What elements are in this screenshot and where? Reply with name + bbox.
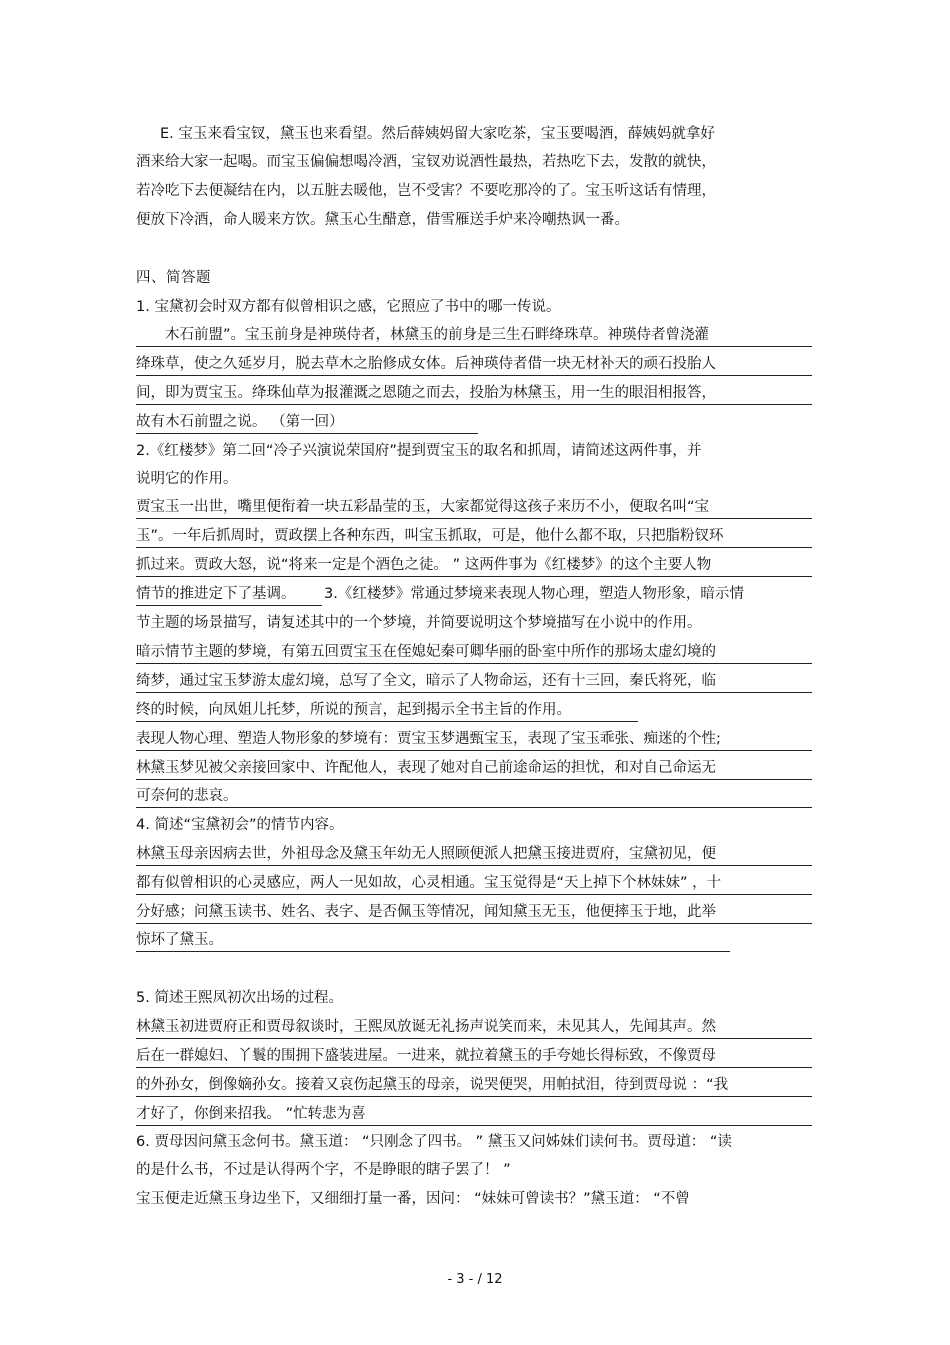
q6-line-1: 6. 贾母因问黛玉念何书。黛玉道： “只刚念了四书。 ” 黛玉又问姊妹们读何书。贾母道： “读 (136, 1134, 732, 1150)
q2-question-line-1: 2.《红楼梦》第二回“冷子兴演说荣国府”提到贾宝玉的取名和抓周，请简述这两件事，并 (136, 443, 702, 459)
q4-answer-line-3: 分好感；问黛玉读书、姓名、表字、是否佩玉等情况，闻知黛玉无玉，他便摔玉于地，此举 (136, 902, 812, 924)
option-e-line-2: 酒来给大家一起喝。而宝玉偏偏想喝冷酒，宝钗劝说酒性最热，若热吃下去，发散的就快， (136, 154, 716, 170)
q3-question-head: 3.《红楼梦》常通过梦境来表现人物心理，塑造人物形象，暗示情 (324, 586, 744, 602)
q4-answer-line-2: 都有似曾相识的心灵感应，两人一见如故，心灵相通。宝玉觉得是“天上掉下个林妹妹” ，十 (136, 873, 812, 895)
q4-answer-line-1: 林黛玉母亲因病去世，外祖母念及黛玉年幼无人照顾便派人把黛玉接进贾府，宝黛初见，便 (136, 844, 812, 866)
option-e-line-1: E. 宝玉来看宝钗，黛玉也来看望。然后薛姨妈留大家吃茶，宝玉要喝酒，薛姨妈就拿好 (160, 126, 715, 142)
q5-question: 5. 简述王熙凤初次出场的过程。 (136, 990, 343, 1006)
q2-q3-shared-line (136, 584, 744, 604)
q1-answer-line-3: 间，即为贾宝玉。绛珠仙草为报灌溉之恩随之而去，投胎为林黛玉，用一生的眼泪相报答， (136, 383, 812, 405)
q3-question-tail: 节主题的场景描写，请复述其中的一个梦境，并简要说明这个梦境描写在小说中的作用。 (136, 615, 702, 631)
q5-answer-line-2: 后在一群媳妇、丫鬟的围拥下盛装进屋。一进来，就拉着黛玉的手夸她长得标致，不像贾母 (136, 1046, 812, 1068)
q3-answer-line-2: 绮梦，通过宝玉梦游太虚幻境，总写了全文，暗示了人物命运，还有十三回，秦氏将死，临 (136, 671, 812, 693)
q5-answer-line-1: 林黛玉初进贾府正和贾母叙谈时，王熙凤放诞无礼扬声说笑而来，未见其人，先闻其声。然 (136, 1017, 812, 1039)
q3-answer-line-1: 暗示情节主题的梦境，有第五回贾宝玉在侄媳妃秦可卿华丽的卧室中所作的那场太虚幻境的 (136, 642, 812, 664)
q6-line-2: 的是什么书，不过是认得两个字，不是睁眼的瞎子罢了！ ” (136, 1162, 511, 1178)
section-heading: 四、简答题 (136, 270, 211, 286)
q2-answer-tail: 情节的推进定下了基调。 (136, 584, 322, 606)
q6-line-3: 宝玉便走近黛玉身边坐下，又细细打量一番，因问： “妹妹可曾读书？”黛玉道： “不曾 (136, 1191, 690, 1207)
q2-answer-line-1: 贾宝玉一出世，嘴里便衔着一块五彩晶莹的玉，大家都觉得这孩子来历不小，便取名叫“宝 (136, 497, 812, 519)
q4-answer-line-4: 惊坏了黛玉。 (136, 930, 730, 952)
q3-answer-line-5: 林黛玉梦见被父亲接回家中、许配他人，表现了她对自己前途命运的担忧，和对自己命运无 (136, 758, 812, 780)
q1-answer-line-2: 绛珠草，使之久延岁月，脱去草木之胎修成女体。后神瑛侍者借一块无材补天的顽石投胎人 (136, 354, 812, 376)
q3-answer-line-6: 可奈何的悲哀。 (136, 786, 812, 808)
q1-answer-line-1: 木石前盟”。宝玉前身是神瑛侍者，林黛玉的前身是三生石畔绛珠草。神瑛侍者曾浇灌 (136, 325, 812, 347)
q1-question: 1. 宝黛初会时双方都有似曾相识之感，它照应了书中的哪一传说。 (136, 299, 561, 315)
q5-answer-line-4: 才好了，你倒来招我。 ”忙转悲为喜 (136, 1104, 812, 1126)
q5-answer-line-3: 的外孙女，倒像嫡孙女。接着又哀伤起黛玉的母亲，说哭便哭，用帕拭泪，待到贾母说 ：“我 (136, 1075, 812, 1097)
option-e-line-3: 若冷吃下去便凝结在内，以五脏去暖他，岂不受害？不要吃那冷的了。宝玉听这话有情理， (136, 183, 716, 199)
q2-answer-line-3: 抓过来。贾政大怒，说“将来一定是个酒色之徒。 ” 这两件事为《红楼梦》的这个主要人物 (136, 555, 812, 577)
page-number: - 3 - / 12 (447, 1272, 503, 1287)
option-e-line-4: 便放下冷酒，命人暖来方饮。黛玉心生醋意，借雪雁送手炉来冷嘲热讽一番。 (136, 212, 629, 228)
q3-answer-line-3: 终的时候，向凤姐儿托梦，所说的预言，起到揭示全书主旨的作用。 (136, 700, 638, 722)
q2-question-line-2: 说明它的作用。 (136, 471, 238, 487)
q3-answer-line-4: 表现人物心理、塑造人物形象的梦境有：贾宝玉梦遇甄宝玉，表现了宝玉乖张、痴迷的个性; (136, 729, 812, 751)
q2-answer-line-2: 玉”。一年后抓周时，贾政摆上各种东西，叫宝玉抓取，可是，他什么都不取，只把脂粉钗环 (136, 526, 812, 548)
q1-answer-line-4: 故有木石前盟之说。 （第一回） (136, 412, 478, 434)
q4-question: 4. 简述“宝黛初会”的情节内容。 (136, 817, 344, 833)
